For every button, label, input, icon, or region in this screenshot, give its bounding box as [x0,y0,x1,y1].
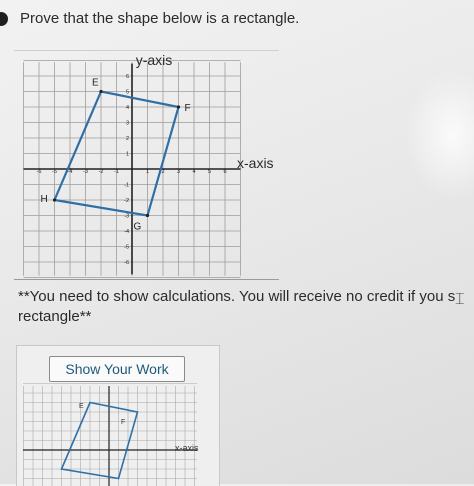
x-tick-label: 2 [161,169,165,175]
point-label-f: F [184,103,191,114]
y-tick-label: -4 [124,229,129,235]
y-tick-label: 5 [125,89,129,96]
y-tick-label: -3 [124,213,129,220]
instruction-note [18,287,474,327]
coordinate-graph [14,50,279,280]
text-cursor-icon: ⌶ [455,291,465,308]
x-tick-label: -5 [52,169,57,175]
question-prompt: Prove that the shape below is a rectangle. [20,10,300,27]
y-tick-label: 6 [125,74,129,80]
graph-canvas [14,51,279,279]
note-line-1: **You need to show calculations. You will receive no credit if you s [18,288,456,305]
point-f [177,105,180,108]
glare [404,70,474,200]
x-tick-label: 1 [145,169,150,175]
x-tick-label: -1 [114,169,119,175]
mini-point-f-label: F [121,419,126,426]
point-h [53,198,56,201]
y-tick-label: -1 [124,182,129,189]
point-label-h: H [40,194,48,205]
point-g [146,214,149,217]
y-tick-label: 4 [125,105,129,111]
y-tick-label: -2 [124,198,129,204]
show-work-panel [16,345,220,486]
y-tick-label: 3 [125,120,129,127]
mini-point-e-label: E [79,403,84,410]
point-label-e: E [92,77,99,89]
point-e [99,90,102,93]
x-tick-label: -6 [36,169,42,175]
x-axis-label: x-axis [237,155,274,171]
y-tick-label: -5 [124,244,129,251]
question-bullet-icon [0,12,8,26]
show-your-work-button[interactable]: Show Your Work [49,356,185,382]
x-tick-label: 3 [176,169,181,175]
y-axis-label: y-axis [135,52,173,68]
x-tick-label: -2 [98,169,104,175]
x-tick-label: -4 [67,169,73,175]
mini-x-axis-label: x-axis [175,443,199,453]
y-tick-label: -6 [124,260,129,266]
x-tick-label: 5 [207,169,212,175]
point-label-g: G [133,221,142,233]
y-tick-label: 2 [125,136,129,142]
x-tick-label: 4 [192,169,196,175]
mini-graph-preview [17,382,217,486]
x-tick-label: -3 [83,169,88,175]
note-line-2: rectangle** [18,308,92,325]
y-tick-label: 1 [125,151,129,158]
x-tick-label: 6 [223,169,227,175]
